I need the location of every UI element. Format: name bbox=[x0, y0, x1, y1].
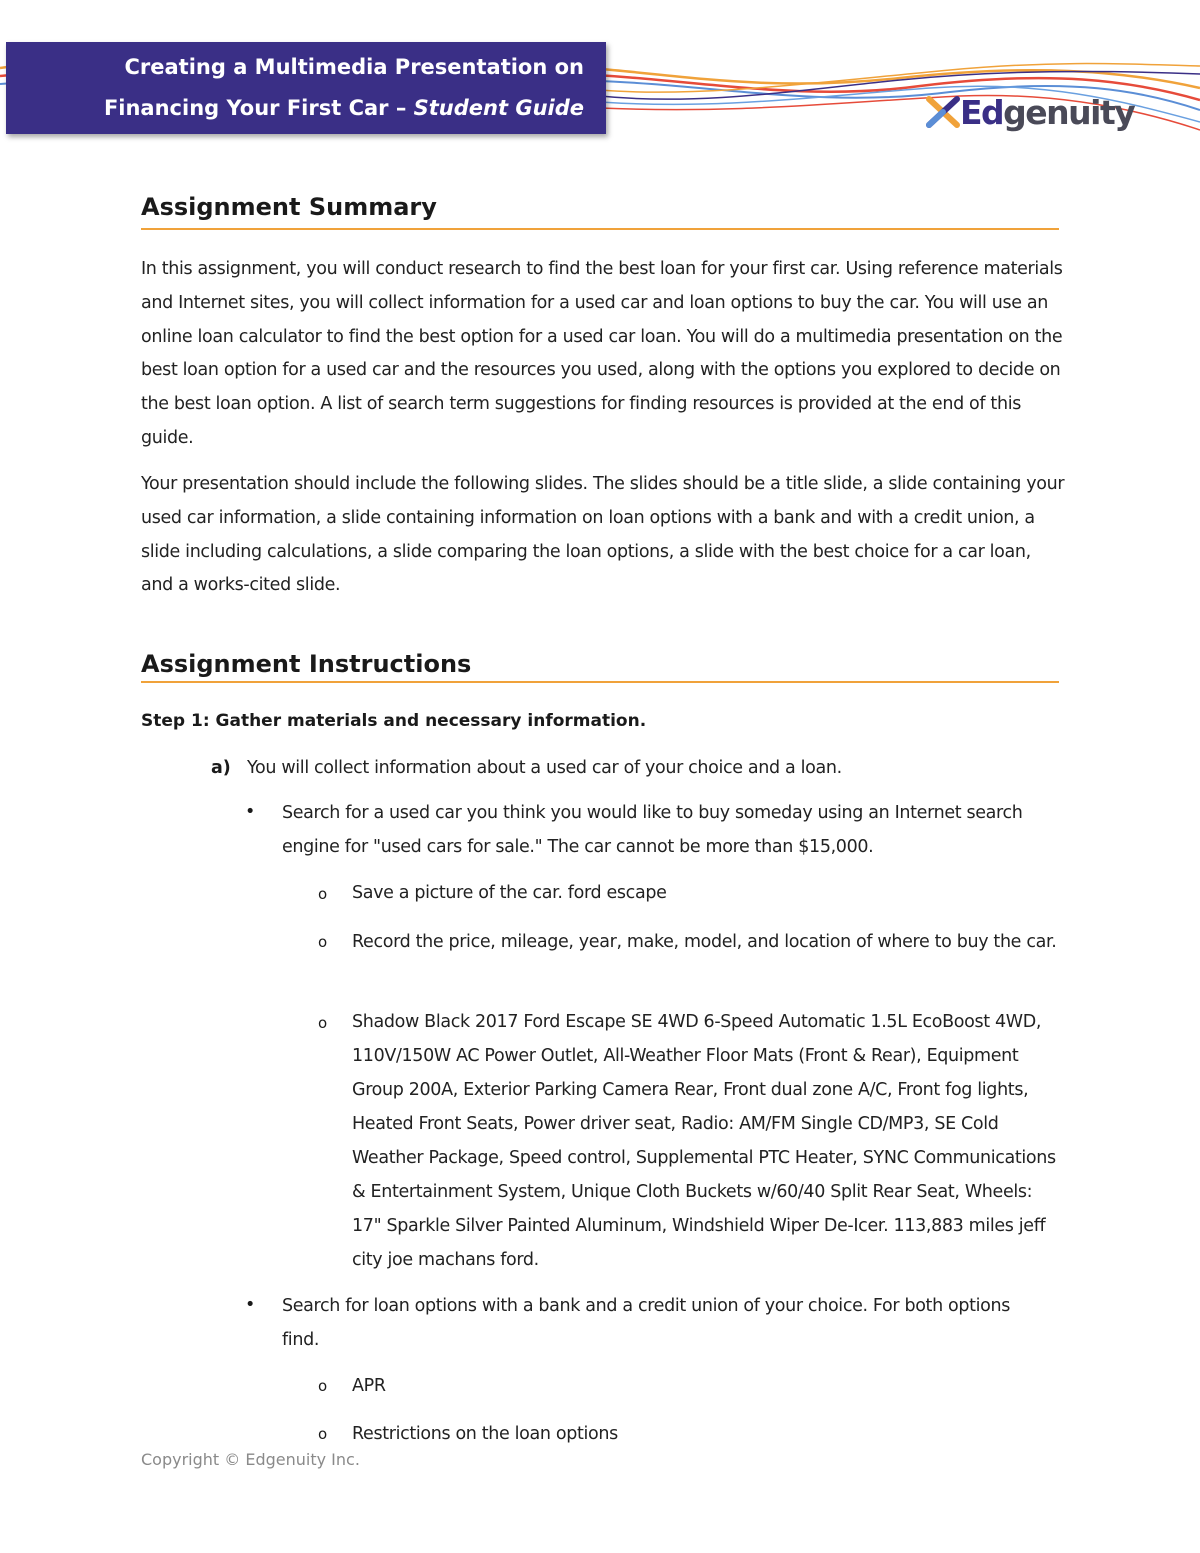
logo-suffix: genuity bbox=[1003, 92, 1135, 132]
bullet-marker: • bbox=[245, 1295, 256, 1315]
sub-item-2: Record the price, mileage, year, make, model, and location of where to buy the car. bbox=[352, 932, 1057, 952]
title-subtitle-italic: Student Guide bbox=[413, 96, 584, 120]
list-item-a: You will collect information about a used car of your choice and a loan. bbox=[247, 758, 842, 778]
document-title-line1: Creating a Multimedia Presentation on bbox=[124, 55, 584, 79]
footer-copyright: Copyright © Edgenuity Inc. bbox=[141, 1450, 360, 1469]
edgenuity-logo bbox=[926, 92, 1134, 132]
summary-heading: Assignment Summary bbox=[141, 193, 437, 221]
bullet-item-2: Search for loan options with a bank and a credit union of your choice. For both options find. bbox=[282, 1296, 1011, 1350]
instructions-heading: Assignment Instructions bbox=[141, 650, 472, 678]
edgenuity-x-icon bbox=[926, 96, 960, 128]
logo-wordmark bbox=[960, 93, 1134, 132]
sub-marker: o bbox=[318, 933, 328, 951]
bullet-marker: • bbox=[245, 802, 256, 822]
step-1-heading: Step 1: Gather materials and necessary information. bbox=[141, 711, 647, 731]
logo-prefix: Ed bbox=[960, 92, 1004, 132]
bullet-item-1: Search for a used car you think you would like to buy someday using an Internet search engine for "used cars for sale." The car cannot be more than $15,000. bbox=[282, 803, 1023, 857]
instructions-heading-rule bbox=[141, 681, 1059, 683]
list-marker-a: a) bbox=[211, 758, 231, 778]
sub-item-apr: APR bbox=[352, 1376, 386, 1396]
document-title-line2 bbox=[104, 96, 584, 120]
summary-paragraph-1: In this assignment, you will conduct research to find the best loan for your first car. Using reference materials and Internet sites, you will collect information for a used car and loan options to buy the car. You will use an online loan calculator to find the best option for a used car loan. You will do a multimedia presentation on the best loan option for a used car and the resources you used, along with the options you explored to decide on the best loan option. A list of search term suggestions for finding resources is provided at the end of this guide. bbox=[141, 259, 1063, 448]
summary-paragraph-2: Your presentation should include the following slides. The slides should be a title slide, a slide containing your used car information, a slide containing information on loan options with a bank and with a credit union, a slide including calculations, a slide comparing the loan options, a slide with the best choice for a car loan, and a works-cited slide. bbox=[141, 474, 1065, 596]
title-banner bbox=[6, 42, 606, 134]
sub-item-1: Save a picture of the car. ford escape bbox=[352, 883, 667, 903]
sub-marker: o bbox=[318, 885, 328, 903]
sub-item-restrictions: Restrictions on the loan options bbox=[352, 1424, 618, 1444]
sub-marker: o bbox=[318, 1377, 328, 1395]
sub-item-3-car-details: Shadow Black 2017 Ford Escape SE 4WD 6-Speed Automatic 1.5L EcoBoost 4WD, 110V/150W AC Power Outlet, All-Weather Floor Mats (Front & Rear), Equipment Group 200A, Exterior Parking Camera Rear, Front dual zone A/C, Front fog lights, Heated Front Seats, Power driver seat, Radio: AM/FM Single CD/MP3, SE Cold Weather Package, Speed control, Supplemental PTC Heater, SYNC Communications & Entertainment System, Unique Cloth Buckets w/60/40 Split Rear Seat, Wheels: 17" Sparkle Silver Painted Aluminum, Windshield Wiper De-Icer. 113,883 miles jeff city joe machans ford. bbox=[352, 1012, 1056, 1270]
sub-marker: o bbox=[318, 1425, 328, 1443]
title-main-text: Financing Your First Car – bbox=[103, 96, 414, 120]
sub-marker: o bbox=[318, 1014, 328, 1032]
summary-heading-rule bbox=[141, 228, 1059, 230]
